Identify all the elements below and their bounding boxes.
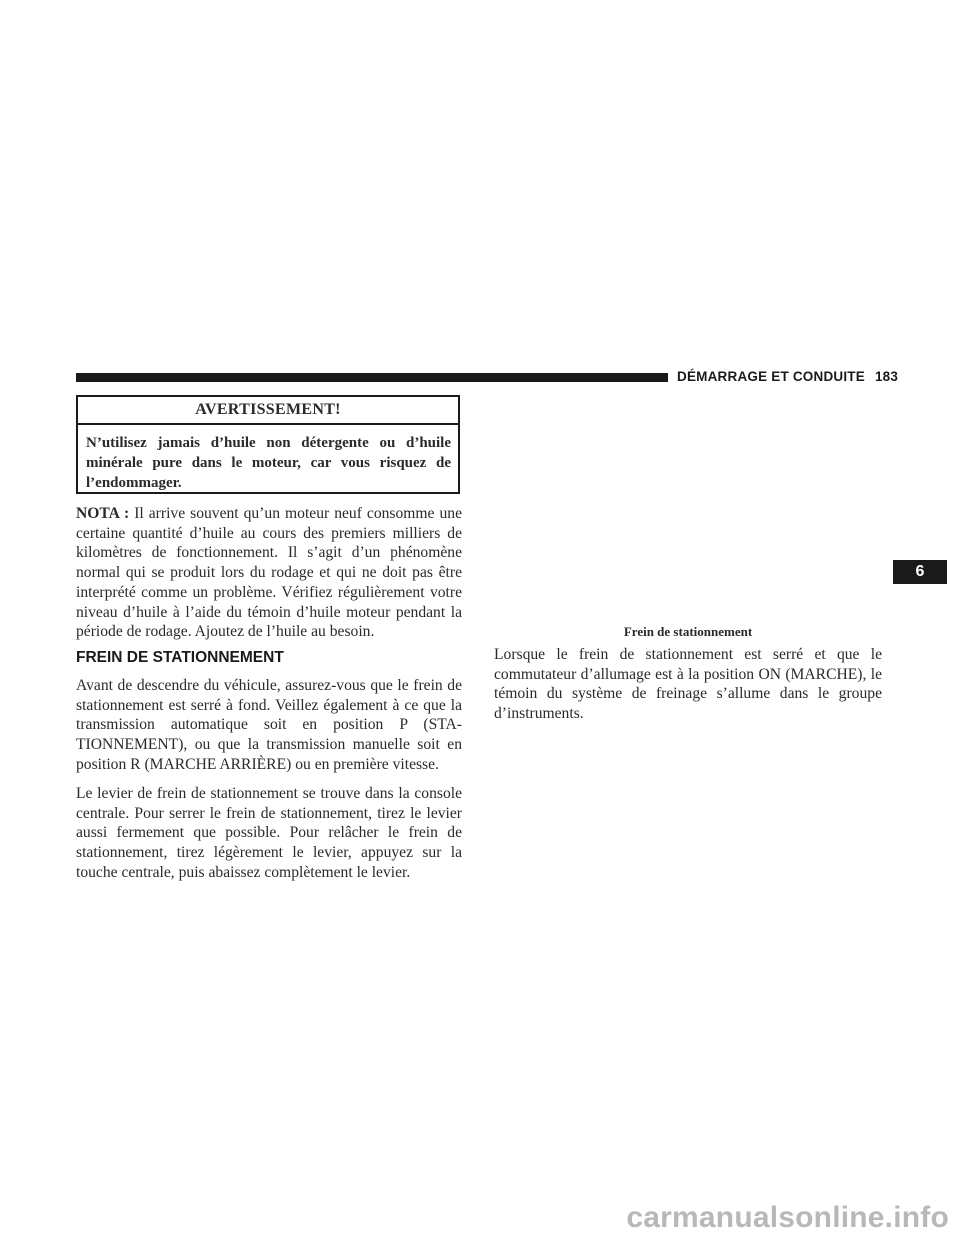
warning-title: AVERTISSEMENT! <box>78 397 458 425</box>
note-text: Il arrive souvent qu’un moteur neuf consomme une certaine quantité d’huile au cours des premiers milliers de kilomètres de fonctionnement. Il s’agit d’un phénomène normal qui se produit lors du rodage et qui ne doit pas être interprété comme un problème. Vérifiez régulièrement votre niveau d’huile à l’aide du témoin d’huile moteur pendant la période de rodage. Ajoutez de l’huile au besoin. <box>76 505 462 641</box>
watermark: carmanualsonline.info <box>626 1201 949 1234</box>
paragraph-before-leaving <box>76 676 462 775</box>
warning-text: N’utilisez jamais d’huile non détergente ou d’huile minérale pure dans le moteur, car vous risquez de l’endommager. <box>86 435 451 491</box>
figure-caption: Frein de stationnement <box>623 624 753 639</box>
note-paragraph <box>76 504 462 642</box>
paragraph-warning-light <box>494 645 882 724</box>
note-label: NOTA : <box>76 505 130 522</box>
paragraph-text: Avant de descendre du véhicule, assurez-vous que le frein de stationnement est serré à fond. Veillez également à ce que la transmission automatique soit en position P (STA- TIONNEMENT), ou que la transmission manuelle soit en position R (MARCHE ARRIÈRE) ou en première vitesse. <box>76 677 462 773</box>
header-rule <box>76 373 668 382</box>
section-title: DÉMARRAGE ET CONDUITE <box>677 369 865 384</box>
paragraph-lever-location <box>76 784 462 883</box>
paragraph-text: Lorsque le frein de stationnement est serré et que le commutateur d’allumage est à la position ON (MARCHE), le témoin du système de freinage s’allume dans le groupe d’instruments. <box>494 646 882 723</box>
page-number: 183 <box>874 369 899 384</box>
parking-brake-figure <box>494 394 882 619</box>
running-header <box>677 369 898 385</box>
warning-box <box>76 395 460 494</box>
section-heading: FREIN DE STATIONNEMENT <box>76 649 284 666</box>
paragraph-text: Le levier de frein de stationnement se trouve dans la console centrale. Pour serrer le frein de stationnement, tirez le levier aussi fermement que possible. Pour relâcher le frein de stationnement, tirez légèrement le levier, appuyez sur la touche centrale, puis abaissez complètement le levier. <box>76 785 462 881</box>
chapter-tab: 6 <box>893 560 947 584</box>
